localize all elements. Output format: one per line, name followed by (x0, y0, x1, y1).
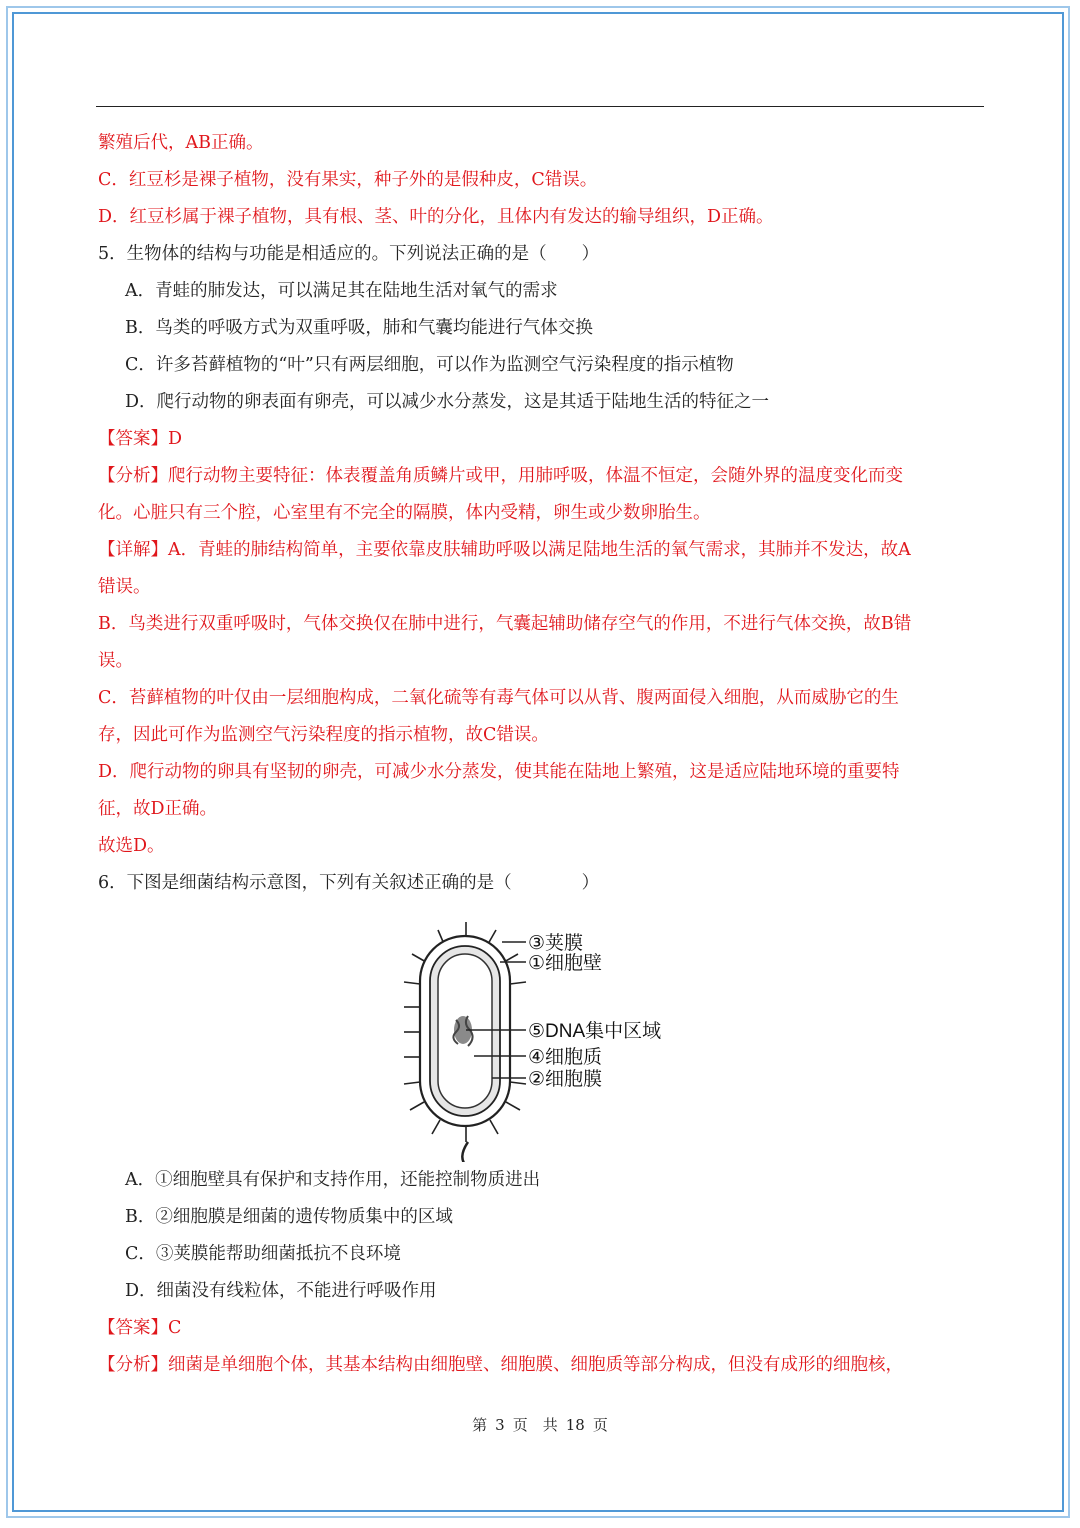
document-body (98, 125, 978, 1384)
label-capsule: ③荚膜 (528, 933, 584, 954)
text-line: 错误。 (98, 577, 151, 597)
text-line: C．红豆杉是裸子植物，没有果实，种子外的是假种皮，C错误。 (98, 170, 598, 190)
q6-option-a: A．①细胞壁具有保护和支持作用，还能控制物质进出 (125, 1170, 541, 1190)
analysis-tag: 【分析】 (98, 466, 168, 486)
q5-option-a: A．青蛙的肺发达，可以满足其在陆地生活对氧气的需求 (125, 281, 558, 301)
label-membrane: ②细胞膜 (528, 1069, 603, 1090)
q5-option-b: B．鸟类的呼吸方式为双重呼吸，肺和气囊均能进行气体交换 (125, 318, 593, 338)
q5-conclusion: 故选D。 (98, 836, 165, 856)
header-rule (96, 106, 984, 107)
text-line: D．红豆杉属于裸子植物，具有根、茎、叶的分化，且体内有发达的输导组织，D正确。 (98, 207, 774, 227)
answer-value: D (168, 429, 183, 449)
label-dna: ⑤DNA集中区域 (528, 1021, 662, 1042)
q5-option-c: C．许多苔藓植物的“叶”只有两层细胞，可以作为监测空气污染程度的指示植物 (125, 355, 734, 375)
q6-option-c: C．③荚膜能帮助细菌抵抗不良环境 (125, 1244, 401, 1264)
text-line: 化。心脏只有三个腔，心室里有不完全的隔膜，体内受精，卵生或少数卵胎生。 (98, 503, 711, 523)
q6-option-b: B．②细胞膜是细菌的遗传物质集中的区域 (125, 1207, 453, 1227)
q6-option-d: D．细菌没有线粒体，不能进行呼吸作用 (125, 1281, 437, 1301)
diagram-labels (528, 932, 661, 1090)
answer-tag: 【答案】 (98, 1318, 168, 1338)
text-line: C．苔藓植物的叶仅由一层细胞构成，二氧化硫等有毒气体可以从背、腹两面侵入细胞，从而威胁它的生 (98, 688, 899, 708)
q5-analysis: 【分析】爬行动物主要特征：体表覆盖角质鳞片或甲，用肺呼吸，体温不恒定，会随外界的温度变化而变 (98, 466, 903, 486)
text-line: B．鸟类进行双重呼吸时，气体交换仅在肺中进行，气囊起辅助储存空气的作用，不进行气体交换，故B错 (98, 614, 912, 634)
page-footer: 第 3 页 共 18 页 (472, 1416, 608, 1434)
flagellum (462, 1142, 538, 1162)
bacteria-diagram (98, 902, 978, 1162)
q6-analysis: 【分析】细菌是单细胞个体，其基本结构由细胞壁、细胞膜、细胞质等部分构成，但没有成形的细胞核， (98, 1355, 903, 1375)
text-line: 存，因此可作为监测空气污染程度的指示植物，故C错误。 (98, 725, 549, 745)
question-5-stem: 5．生物体的结构与功能是相适应的。下列说法正确的是（ ） (98, 244, 600, 264)
label-cytoplasm: ④细胞质 (528, 1047, 603, 1068)
total-pages: 18 (565, 1416, 585, 1434)
q5-answer (98, 421, 978, 458)
text-line: 繁殖后代，AB正确。 (98, 133, 264, 153)
text-line: D．爬行动物的卵具有坚韧的卵壳，可减少水分蒸发，使其能在陆地上繁殖，这是适应陆地环境的重要特 (98, 762, 900, 782)
question-6-stem: 6．下图是细菌结构示意图，下列有关叙述正确的是（ ） (98, 873, 600, 893)
page-number: 3 (495, 1416, 505, 1434)
label-cell-wall: ①细胞壁 (528, 953, 603, 974)
text-line: 征，故D正确。 (98, 799, 218, 819)
detail-tag: 【详解】 (98, 540, 168, 560)
q6-answer (98, 1310, 978, 1347)
analysis-tag: 【分析】 (98, 1355, 168, 1375)
text-line: 误。 (98, 651, 133, 671)
q5-detail: 【详解】A．青蛙的肺结构简单，主要依靠皮肤辅助呼吸以满足陆地生活的氧气需求，其肺并不发达，故A (98, 540, 911, 560)
answer-value: C (168, 1318, 182, 1338)
q5-option-d: D．爬行动物的卵表面有卵壳，可以减少水分蒸发，这是其适于陆地生活的特征之一 (125, 392, 770, 412)
bacteria-svg (98, 902, 978, 1162)
answer-tag: 【答案】 (98, 429, 168, 449)
